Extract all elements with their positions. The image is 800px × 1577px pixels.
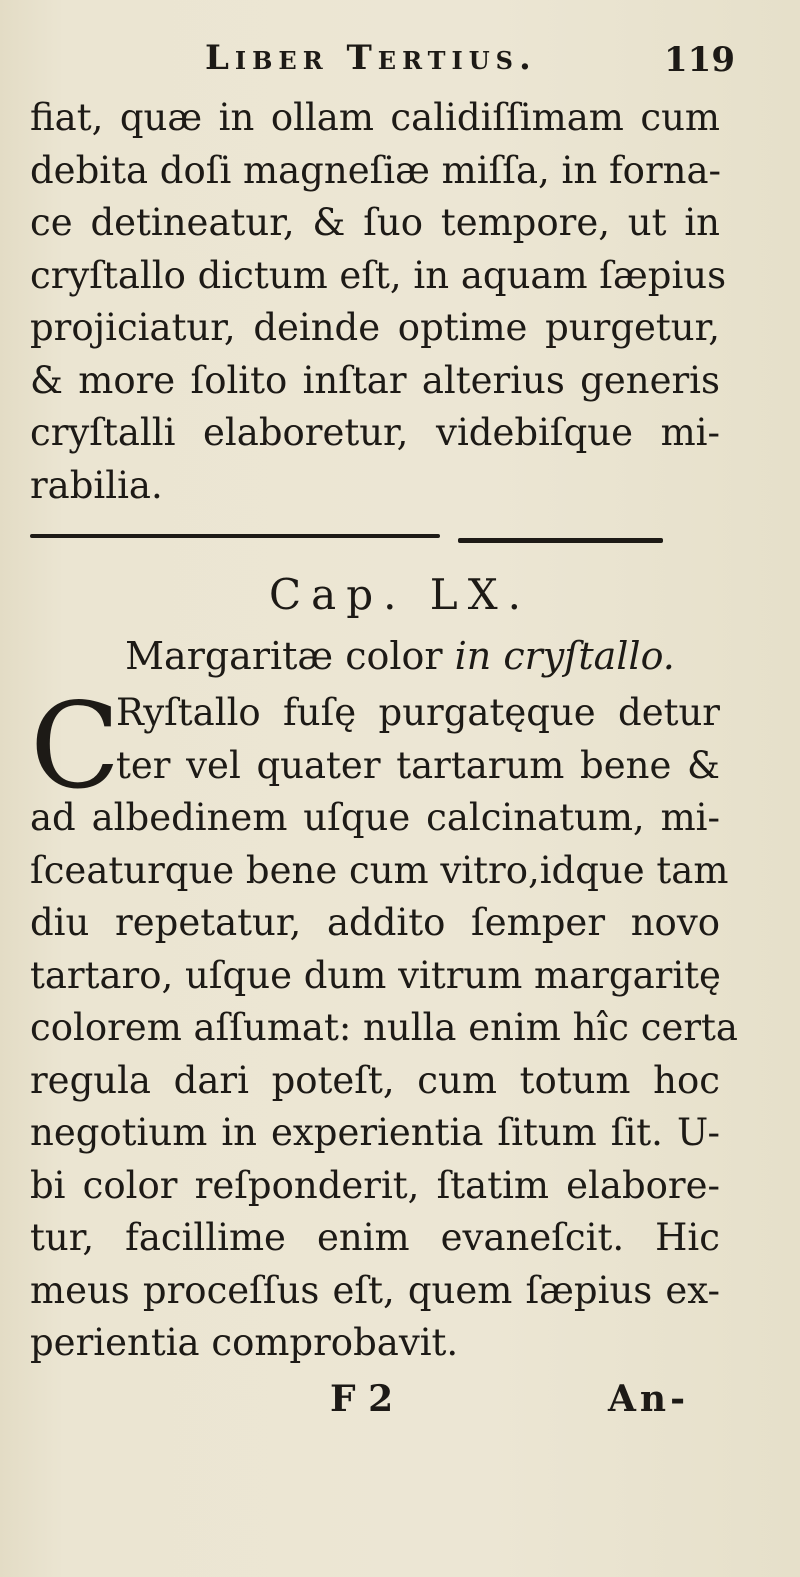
drop-cap-initial: C [30, 677, 121, 815]
signature-mark: F 2 [330, 1378, 394, 1420]
text-line: ſceaturque bene cum vitro,idque tam [30, 848, 729, 892]
text-line: ter vel quater tartarum bene & [116, 743, 720, 787]
text-line: negotium in experientia ſitum ſit. U- [30, 1111, 720, 1154]
text-line: Ryſtallo fuſę purgatęque detur [116, 691, 720, 734]
text-line: cryſtallo dictum eſt, in aquam ſæpius [30, 253, 727, 297]
catchword: An- [608, 1378, 690, 1420]
text-line: ce detineatur, & ſuo tempore, ut in [30, 201, 720, 244]
divider-rule-right [458, 538, 663, 543]
page-header [205, 38, 735, 88]
text-line: fiat, quæ in ollam calidiſſimam cum [30, 96, 720, 139]
text-line: debita doſi magneſiæ miſſa, in forna- [30, 148, 722, 192]
chapter-body [30, 677, 738, 1370]
text-line: & more ſolito inſtar alterius generis [30, 358, 720, 402]
text-line: colorem aſſumat: nulla enim hîc certa [30, 1006, 738, 1049]
chapter-title-roman: Margaritæ color [125, 634, 455, 678]
divider-rule-left [30, 534, 440, 538]
text-line: projiciatur, deinde optime purgetur, [30, 306, 720, 349]
running-head: Liber Tertius. [205, 38, 537, 78]
section-divider [30, 532, 670, 546]
text-line: cryſtalli elaboretur, videbiſque mi- [30, 411, 720, 454]
text-line: tur, facillime enim evaneſcit. Hic [30, 1216, 720, 1259]
text-line: tartaro, uſque dum vitrum margaritę [30, 953, 721, 997]
chapter-title [0, 634, 800, 678]
text-line: diu repetatur, addito ſemper novo [30, 901, 720, 944]
text-line: rabilia. [30, 463, 163, 507]
chapter-title-italic: in cryſtallo. [454, 634, 675, 678]
page-number: 119 [664, 40, 735, 80]
text-line: bi color reſponderit, ſtatim elabore- [30, 1163, 720, 1207]
chapter-heading: Cap. LX. [269, 570, 531, 619]
text-line: meus proceſſus eſt, quem ſæpius ex- [30, 1268, 720, 1312]
text-line: perientia comprobavit. [30, 1321, 459, 1364]
text-line: regula dari poteſt, cum totum hoc [30, 1058, 720, 1102]
page-footer [0, 1378, 800, 1428]
continued-paragraph [30, 92, 727, 512]
text-line: ad albedinem uſque calcinatum, mi- [30, 796, 720, 839]
